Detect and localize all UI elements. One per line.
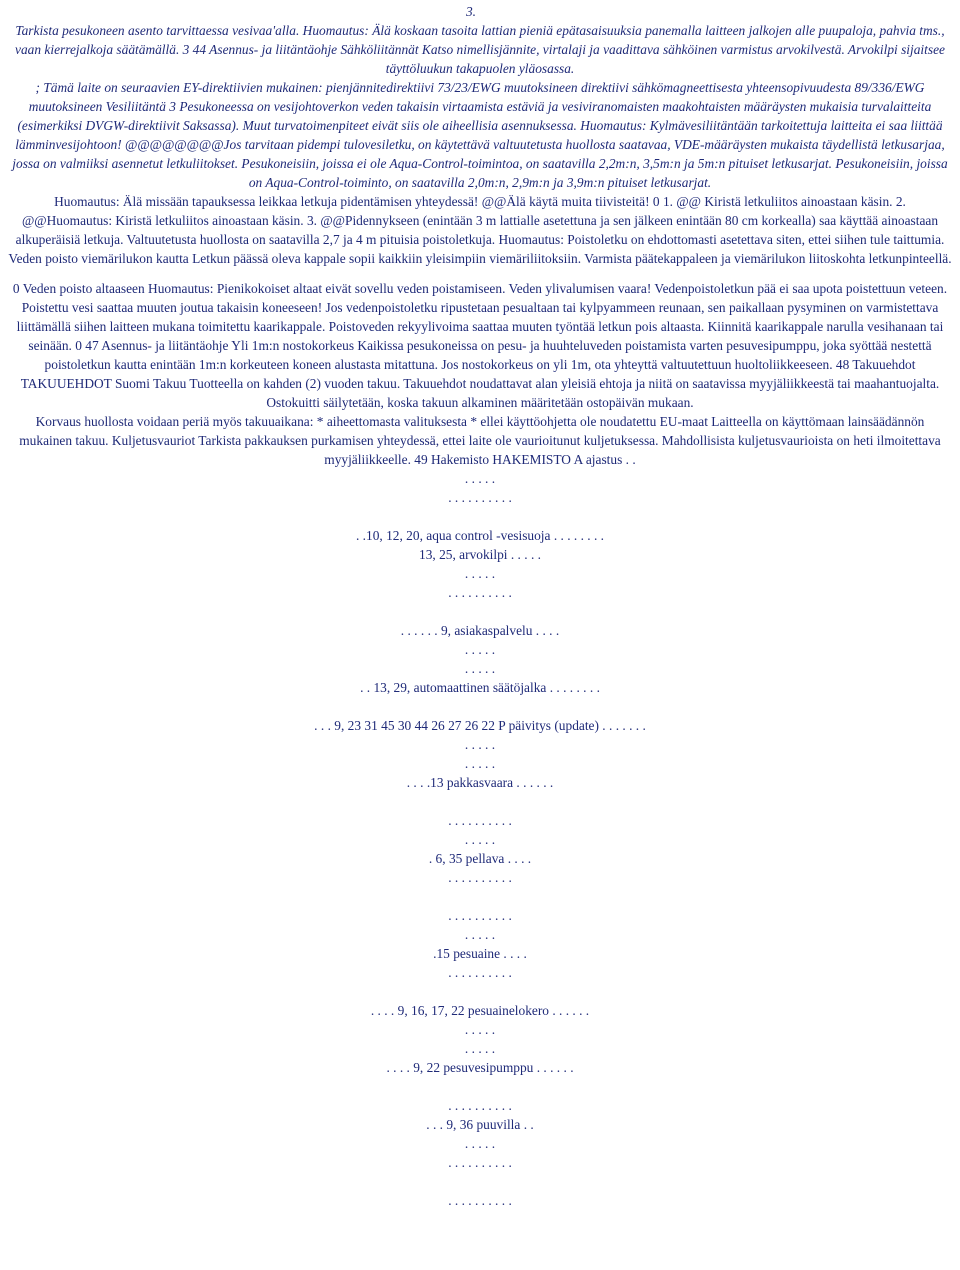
index-entry: . . . . . . . . . . [448, 1098, 512, 1113]
index-entry [8, 887, 952, 906]
index-entry [8, 1172, 952, 1191]
paragraph-placement-electrical: Tarkista pesukoneen asento tarvittaessa vesivaa'alla. Huomautus: Älä koskaan tasoita lattian pieniä epätasaisuuksia panemalla laitteen jalkojen alle puupaloja, pahvia tms., vaan kierrejalkoja säätämällä. 3 44 Asennus- ja liitäntäohje Sähköliitännät Katso nimellisjännite, virtalaji ja vaadittava sähköinen varmistus arvokilvestä. Arvokilpi sijaitsee täyttöluukun takapuolen yläosassa. [15, 23, 945, 76]
index-entry: .15 pesuaine . . . . [433, 946, 527, 961]
warranty-section [8, 279, 952, 469]
index-entry: . . . . . . . . . . [448, 965, 512, 980]
paragraph-drain-basin-warranty: 0 Veden poisto altaaseen Huomautus: Pienikokoiset altaat eivät sovellu veden poistamiseen. Veden ylivalumisen vaara! Vedenpoistoletkun pää ei saa upota poistettuun veteen. Poistettu vesi saattaa muuten joutua takaisin koneeseen! Jos vedenpoistoletku ripustetaan pesualtaan tai kylpyammeen reunaan, sen paikallaan pysyminen on varmistettava liittämällä siihen laitteen mukana toimitettu kaarikappale. Poistoveden rekyylivoima saattaa muuten työntää letkun pois altaasta. Kiinnitä kaarikappale narulla vesihanaan tai seinään. 0 47 Asennus- ja liitäntäohje Yli 1m:n nostokorkeus Kaikissa pesukoneissa on pesu- ja huuhteluveden poistamista varten pesuvesipumppu, joka syöttää nestettä poistoletkun kautta enintään 1m:n korkeuteen koneen alustasta mitattuna. Jos nostokorkeus on yli 1m, ota yhteyttä valtuutettuun huoltoliikkeeseen. 48 Takuuehdot TAKUUEHDOT Suomi Takuu Tuotteella on kahden (2) vuoden takuu. Takuuehdot noudattavat alan yleisiä ehtoja ja niitä on saatavissa myyjäliikkeestä tai maahantuojalta. Ostokuitti säilytetään, koska takuun alkaminen määritetään ostopäivän mukaan. [12, 281, 948, 410]
index-entry: . . . . . [464, 737, 496, 752]
index-entry: . . . . . [464, 832, 496, 847]
paragraph-hose-drain: Huomautus: Älä missään tapauksessa leikkaa letkuja pidentämisen yhteydessä! @@Älä käytä muita tiivisteitä! 0 1. @@ Kiristä letkuliitos ainoastaan käsin. 2. @@Huomautus: Kiristä letkuliitos ainoastaan käsin. 3. @@Pidennykseen (enintään 3 m lattialle asetettuna ja sen jälkeen enintään 80 cm korkealla) saa käyttää ainoastaan alkuperäisiä letkuja. Valtuutetusta huollosta on saatavilla 2,7 ja 4 m pituisia poistoletkuja. Huomautus: Poistoletku on ehdottomasti asetettava siten, ettei siihen tule taittumia. Veden poisto viemärilukon kautta Letkun päässä oleva kappale sopii kaikkiin yleisimpiin viemäriliitoksiin. Varmista päätekappaleen ja viemärilukon liitoskohta letkunpinteellä. [8, 194, 952, 266]
index-entry: . . . 9, 36 puuvilla . . [426, 1117, 534, 1132]
document-page [8, 2, 952, 1210]
index-entry: . . . 9, 23 31 45 30 44 26 27 26 22 P päivitys (update) . . . . . . . [314, 718, 646, 733]
index-entry: 13, 25, arvokilpi . . . . . [419, 547, 541, 562]
index-entry [8, 697, 952, 716]
index-entry: . . . . . [464, 566, 496, 581]
index-entry: . . 13, 29, automaattinen säätöjalka . . . . . . . . [360, 680, 600, 695]
paragraph-directives-water-connection: ; Tämä laite on seuraavien EY-direktiivien mukainen: pienjännitedirektiivi 73/23/EWG muutoksineen direktiivi sähkömagneettisesta yhteensopivuudesta 89/336/EWG muutoksineen Vesiliitäntä 3 Pesukoneessa on vesijohtoverkon veden takaisin virtaamista estäviä ja vesiviranomaisten maakohtaisten määräysten mukaisia turvalaitteita (esimerkiksi DVGW-direktiivit Saksassa). Muut turvatoimenpiteet eivät siis ole aiheellisia asennuksessa. Huomautus: Kylmävesiliitäntään tarkoitettuja laitteita ei saa liittää lämminvesijohtoon! @@@@@@@@Jos tarvitaan pidempi tulovesiletku, on käytettävä valtuutetusta huollosta saatavaa, VDE-määräysten mukaista täydellistä letkusarjaa, jossa on valmiiksi asennetut letkuliitokset. Pesukoneisiin, joissa ei ole Aqua-Control-toimintoa, on saatavilla 2,2m:n, 3,5m:n ja 5m:n pituiset letkusarjat. Pesukoneisiin, joissa on Aqua-Control-toiminto, on saatavilla 2,0m:n, 2,9m:n ja 3,9m:n pituiset letkusarjat. [12, 80, 948, 190]
installation-section [8, 21, 952, 268]
index-entry [8, 1077, 952, 1096]
index-entry [8, 507, 952, 526]
index-entry: . . . . 9, 22 pesuvesipumppu . . . . . . [386, 1060, 574, 1075]
index-entry: . . . . . . 9, asiakaspalvelu . . . . [400, 623, 560, 638]
index-entry: . . . . . . . . . . [448, 870, 512, 885]
index-entry: . . . . . [464, 756, 496, 771]
index-entry: . . . . . . . . . . [448, 1155, 512, 1170]
paragraph-compensation-index: Korvaus huollosta voidaan periä myös takuuaikana: * aiheettomasta valituksesta * ellei käyttöohjetta ole noudatettu EU-maat Laitteella on käyttömaan lainsäädännön mukainen takuu. Kuljetusvauriot Tarkista pakkauksen purkamisen yhteydessä, ettei laite ole vaurioitunut kuljetuksessa. Mahdollisista kuljetusvaurioista on heti ilmoitettava myyjäliikkeelle. 49 Hakemisto HAKEMISTO A ajastus . . [19, 414, 941, 467]
index-entry: . . . . . . . . . . [448, 585, 512, 600]
page-number: 3. [465, 4, 476, 19]
index-entry: . . . .13 pakkasvaara . . . . . . [406, 775, 554, 790]
index-entry: . . . . . . . . . . [448, 490, 512, 505]
index-entry: . . . . . [464, 661, 496, 676]
index-entry: . . . . . [464, 927, 496, 942]
index-entry: . . . . . [464, 642, 496, 657]
index-list [8, 469, 952, 1210]
index-entry: . . . . . [464, 471, 496, 486]
index-entry: . . . . . . . . . . [448, 1193, 512, 1208]
index-entry [8, 982, 952, 1001]
index-entry [8, 602, 952, 621]
index-entry [8, 792, 952, 811]
index-entry: . .10, 12, 20, aqua control -vesisuoja . . . . . . . . [355, 528, 605, 543]
index-entry: . . . . . [464, 1136, 496, 1151]
index-entry: . 6, 35 pellava . . . . [428, 851, 532, 866]
index-entry: . . . . . [464, 1022, 496, 1037]
index-entry: . . . . 9, 16, 17, 22 pesuainelokero . . . . . . [370, 1003, 590, 1018]
index-entry: . . . . . [464, 1041, 496, 1056]
index-entry: . . . . . . . . . . [448, 908, 512, 923]
index-entry: . . . . . . . . . . [448, 813, 512, 828]
